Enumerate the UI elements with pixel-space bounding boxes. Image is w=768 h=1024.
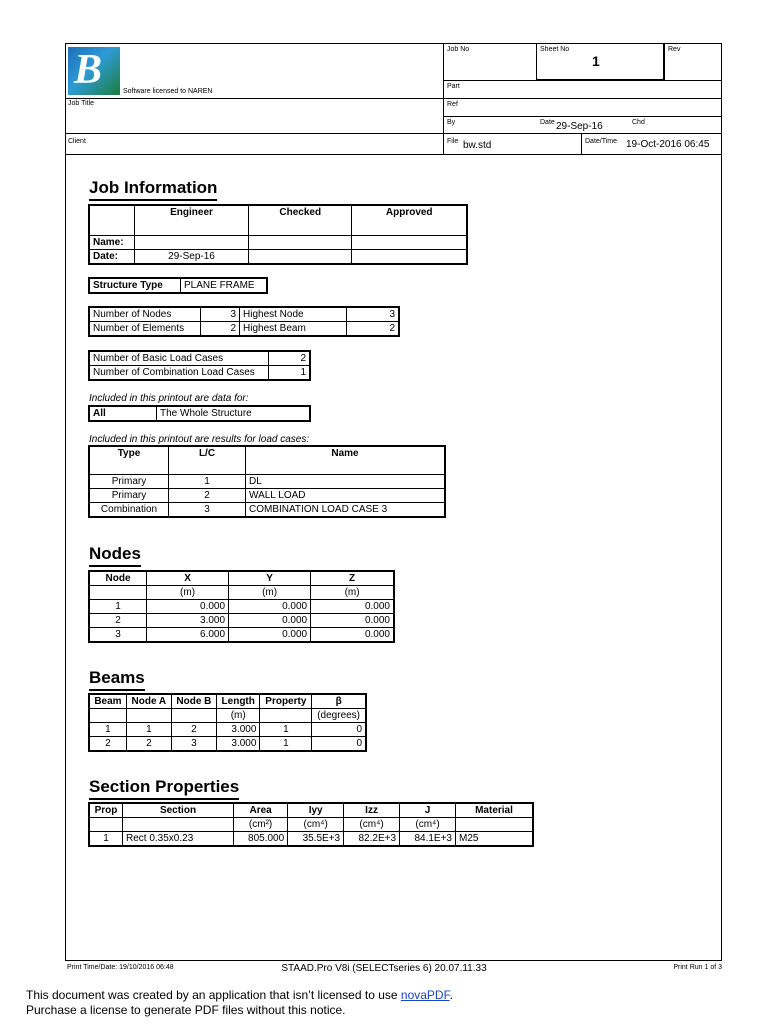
elements-count-value: 2 [201, 322, 240, 337]
table-row [89, 250, 467, 265]
job-no-label: Job No [447, 46, 470, 53]
property-header: Property [260, 694, 312, 709]
lc-type: Combination [89, 503, 169, 518]
structure-type-label: Structure Type [89, 278, 181, 293]
section-j: 84.1E+3 [400, 832, 456, 847]
file-label: File [447, 138, 459, 145]
nodes-count-label: Number of Nodes [89, 307, 201, 322]
type-header: Type [89, 446, 169, 475]
nodes-table [88, 570, 395, 643]
unit-cell: (cm²) [234, 818, 288, 832]
included-results-note: Included in this printout are results for load cases: [89, 434, 310, 445]
section-material: M25 [456, 832, 534, 847]
beams-table [88, 693, 367, 752]
j-header: J [400, 803, 456, 818]
unit-cell: (cm⁴) [288, 818, 344, 832]
approved-date [352, 250, 467, 265]
lc-name: WALL LOAD [246, 489, 446, 503]
notice-prefix: This document was created by an application that isn’t licensed to use [26, 988, 401, 1002]
beams-heading: Beams [89, 668, 145, 691]
header-divider [443, 116, 722, 117]
unit-cell [126, 709, 171, 723]
section-iyy: 35.5E+3 [288, 832, 344, 847]
node-x: 0.000 [147, 600, 229, 614]
program-version: STAAD.Pro V8i (SELECTseries 6) 20.07.11.33 [281, 963, 487, 974]
datetime-label: Date/Time [585, 138, 618, 145]
table-row [89, 475, 445, 489]
date-row-label: Date: [89, 250, 135, 265]
basic-cases-value: 2 [269, 351, 311, 366]
node-y: 0.000 [229, 600, 311, 614]
name-row-label: Name: [89, 236, 135, 250]
lc-type: Primary [89, 475, 169, 489]
beam-node-a: 1 [126, 723, 171, 737]
unit-cell [123, 818, 234, 832]
y-header: Y [229, 571, 311, 586]
load-cases-table [88, 445, 446, 518]
table-row [89, 723, 366, 737]
izz-header: Izz [344, 803, 400, 818]
highest-beam-label: Highest Beam [240, 322, 347, 337]
highest-node-label: Highest Node [240, 307, 347, 322]
licensed-to: Software licensed to NAREN [123, 88, 213, 95]
table-row [89, 236, 467, 250]
lc-number: 2 [169, 489, 246, 503]
nodes-count-value: 3 [201, 307, 240, 322]
table-row [89, 406, 310, 421]
beam-property: 1 [260, 737, 312, 752]
iyy-header: Iyy [288, 803, 344, 818]
unit-cell [260, 709, 312, 723]
bentley-logo: B [68, 47, 120, 95]
table-row [89, 832, 533, 847]
table-row [89, 737, 366, 752]
prop-header: Prop [89, 803, 123, 818]
table-row [89, 503, 445, 518]
section-header: Section [123, 803, 234, 818]
section-properties-heading: Section Properties [89, 777, 239, 800]
beam-length: 3.000 [217, 737, 260, 752]
node-x: 6.000 [147, 628, 229, 643]
unit-cell: (m) [229, 586, 311, 600]
node-id: 2 [89, 614, 147, 628]
section-izz: 82.2E+3 [344, 832, 400, 847]
table-row [89, 366, 310, 381]
sheet-no-value: 1 [592, 53, 600, 69]
beam-node-b: 2 [171, 723, 216, 737]
rev-label: Rev [668, 46, 681, 53]
lc-header: L/C [169, 446, 246, 475]
node-y: 0.000 [229, 614, 311, 628]
beam-id: 2 [89, 737, 126, 752]
job-information-table [88, 204, 468, 265]
beam-beta: 0 [312, 723, 366, 737]
node-z: 0.000 [311, 628, 394, 643]
node-z: 0.000 [311, 614, 394, 628]
beam-beta: 0 [312, 737, 366, 752]
unit-cell [89, 818, 123, 832]
datetime-value: 19-Oct-2016 06:45 [626, 139, 710, 150]
checked-name [249, 236, 352, 250]
structure-type-table [88, 277, 268, 294]
file-value: bw.std [463, 140, 492, 151]
novapdf-link[interactable]: novaPDF [400, 988, 450, 1002]
beam-id: 1 [89, 723, 126, 737]
unit-cell: (cm⁴) [344, 818, 400, 832]
unit-cell [171, 709, 216, 723]
table-row [89, 351, 310, 366]
section-properties-table [88, 802, 534, 847]
x-header: X [147, 571, 229, 586]
checked-date [249, 250, 352, 265]
empty-header [89, 205, 135, 236]
chd-label: Chd [632, 119, 645, 126]
table-row [89, 322, 399, 337]
lc-number: 3 [169, 503, 246, 518]
ref-label: Ref [447, 101, 458, 108]
included-whole: The Whole Structure [157, 406, 311, 421]
lc-type: Primary [89, 489, 169, 503]
unit-cell [89, 586, 147, 600]
node-z: 0.000 [311, 600, 394, 614]
z-header: Z [311, 571, 394, 586]
prop-id: 1 [89, 832, 123, 847]
header-divider [443, 43, 444, 154]
beam-node-a: 2 [126, 737, 171, 752]
table-row [89, 628, 394, 643]
beam-header: Beam [89, 694, 126, 709]
unit-cell: (m) [147, 586, 229, 600]
print-time: Print Time/Date: 19/10/2016 06:48 [67, 964, 174, 971]
by-label: By [447, 119, 456, 126]
approved-header: Approved [352, 205, 467, 236]
elements-count-label: Number of Elements [89, 322, 201, 337]
included-all: All [89, 406, 157, 421]
structure-type-value: PLANE FRAME [181, 278, 268, 293]
length-header: Length [217, 694, 260, 709]
beta-header: β [312, 694, 366, 709]
engineer-header: Engineer [135, 205, 249, 236]
engineer-date: 29-Sep-16 [135, 250, 249, 265]
counts-table [88, 306, 400, 337]
header-divider [664, 43, 665, 80]
highest-node-value: 3 [347, 307, 400, 322]
header-bottom-line [65, 154, 722, 155]
node-id: 1 [89, 600, 147, 614]
unit-cell [456, 818, 534, 832]
header-divider [581, 134, 582, 154]
node-header: Node [89, 571, 147, 586]
print-run: Print Run 1 of 3 [673, 964, 722, 971]
part-label: Part [447, 83, 460, 90]
material-header: Material [456, 803, 534, 818]
name-header: Name [246, 446, 446, 475]
lc-name: COMBINATION LOAD CASE 3 [246, 503, 446, 518]
engineer-name [135, 236, 249, 250]
unit-cell: (degrees) [312, 709, 366, 723]
unit-cell: (cm⁴) [400, 818, 456, 832]
notice-suffix: . [449, 988, 453, 1002]
table-row [89, 614, 394, 628]
date-label: Date [540, 119, 555, 126]
checked-header: Checked [249, 205, 352, 236]
nodes-heading: Nodes [89, 544, 141, 567]
node-a-header: Node A [126, 694, 171, 709]
load-case-counts-table [88, 350, 311, 381]
included-data-note: Included in this printout are data for: [89, 393, 249, 404]
approved-name [352, 236, 467, 250]
beam-property: 1 [260, 723, 312, 737]
job-title-label: Job Title [68, 100, 95, 107]
node-b-header: Node B [171, 694, 216, 709]
header-divider [65, 98, 443, 99]
combo-cases-label: Number of Combination Load Cases [89, 366, 269, 381]
client-label: Client [68, 138, 86, 145]
basic-cases-label: Number of Basic Load Cases [89, 351, 269, 366]
unit-cell: (m) [311, 586, 394, 600]
section-area: 805.000 [234, 832, 288, 847]
table-row [89, 307, 399, 322]
combo-cases-value: 1 [269, 366, 311, 381]
header-divider [443, 80, 722, 81]
lc-name: DL [246, 475, 446, 489]
node-x: 3.000 [147, 614, 229, 628]
sheet-no-label: Sheet No [540, 46, 570, 53]
included-data-table [88, 405, 311, 422]
section-name: Rect 0.35x0.23 [123, 832, 234, 847]
unit-cell: (m) [217, 709, 260, 723]
table-row [89, 600, 394, 614]
beam-length: 3.000 [217, 723, 260, 737]
license-notice-line1 [26, 988, 453, 1002]
unit-cell [89, 709, 126, 723]
beam-node-b: 3 [171, 737, 216, 752]
job-information-heading: Job Information [89, 178, 217, 201]
header-divider [65, 133, 722, 134]
lc-number: 1 [169, 475, 246, 489]
node-y: 0.000 [229, 628, 311, 643]
date-value: 29-Sep-16 [556, 121, 603, 132]
table-row [89, 278, 267, 293]
header-divider [443, 98, 722, 99]
license-notice-line2: Purchase a license to generate PDF files without this notice. [26, 1003, 346, 1017]
area-header: Area [234, 803, 288, 818]
node-id: 3 [89, 628, 147, 643]
table-row [89, 489, 445, 503]
highest-beam-value: 2 [347, 322, 400, 337]
